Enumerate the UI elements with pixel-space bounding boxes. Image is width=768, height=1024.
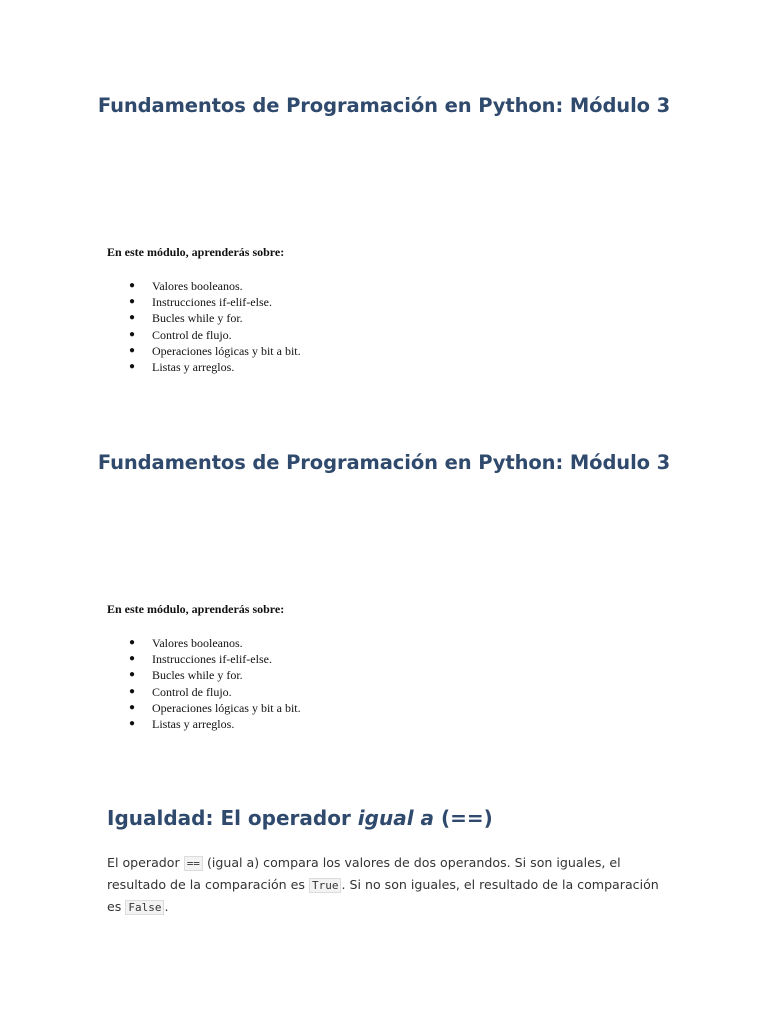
list-item-label: Valores booleanos. [152, 279, 243, 293]
list-item-label: Operaciones lógicas y bit a bit. [152, 343, 301, 358]
list-item-label: Bucles while y for. [152, 311, 243, 326]
bullet-icon: ● [129, 296, 136, 308]
section-heading-text: Igualdad: El operador [107, 806, 358, 830]
bullet-icon: ● [129, 669, 136, 681]
list-item [107, 635, 301, 651]
bullet-icon: ● [129, 701, 136, 713]
section-paragraph [107, 852, 677, 918]
list-item-label: Bucles while y for. [152, 668, 243, 683]
list-item-label: Instrucciones if-elif-else. [152, 295, 272, 310]
module-title: Fundamentos de Programación en Python: Módulo 3 [97, 94, 671, 117]
list-item [107, 359, 301, 375]
inline-code: == [184, 856, 203, 871]
list-item-label: Control de flujo. [152, 684, 232, 699]
list-item-label: Operaciones lógicas y bit a bit. [152, 700, 301, 715]
section-heading-emphasis: igual a [357, 806, 435, 830]
bullet-icon: ● [129, 717, 136, 729]
list-item [107, 651, 301, 667]
paragraph-text: . Si no son iguales, el resultado de la comparación es [107, 877, 659, 914]
section-heading-suffix: (==) [434, 806, 493, 830]
bullet-icon: ● [129, 280, 136, 291]
paragraph-text: . [164, 899, 169, 914]
bullet-icon: ● [129, 328, 136, 340]
paragraph-text: El operador [107, 855, 184, 870]
topics-list [107, 278, 301, 375]
list-item [107, 684, 301, 700]
list-item-label: Control de flujo. [152, 327, 232, 342]
intro-text: En este módulo, aprenderás sobre: [107, 245, 285, 259]
section-heading [107, 806, 493, 830]
list-item [107, 343, 301, 359]
list-item-label: Instrucciones if-elif-else. [152, 652, 272, 667]
list-item-label: Listas y arreglos. [152, 359, 235, 374]
module-title: Fundamentos de Programación en Python: Módulo 3 [97, 451, 671, 474]
paragraph-text: (igual a) compara los valores de dos operandos. Si son iguales, el resultado de la comparación es [107, 855, 621, 892]
bullet-icon: ● [129, 312, 136, 324]
bullet-icon: ● [129, 360, 136, 372]
topics-list [107, 635, 301, 732]
list-item [107, 294, 301, 310]
intro-text: En este módulo, aprenderás sobre: [107, 602, 285, 616]
bullet-icon: ● [129, 637, 136, 648]
inline-code: True [309, 878, 342, 893]
bullet-icon: ● [129, 344, 136, 356]
list-item [107, 667, 301, 683]
list-item [107, 278, 301, 294]
list-item-label: Listas y arreglos. [152, 716, 235, 731]
list-item [107, 310, 301, 326]
list-item-label: Valores booleanos. [152, 636, 243, 650]
list-item [107, 716, 301, 732]
list-item [107, 327, 301, 343]
bullet-icon: ● [129, 653, 136, 665]
inline-code: False [125, 900, 164, 915]
bullet-icon: ● [129, 685, 136, 697]
list-item [107, 700, 301, 716]
